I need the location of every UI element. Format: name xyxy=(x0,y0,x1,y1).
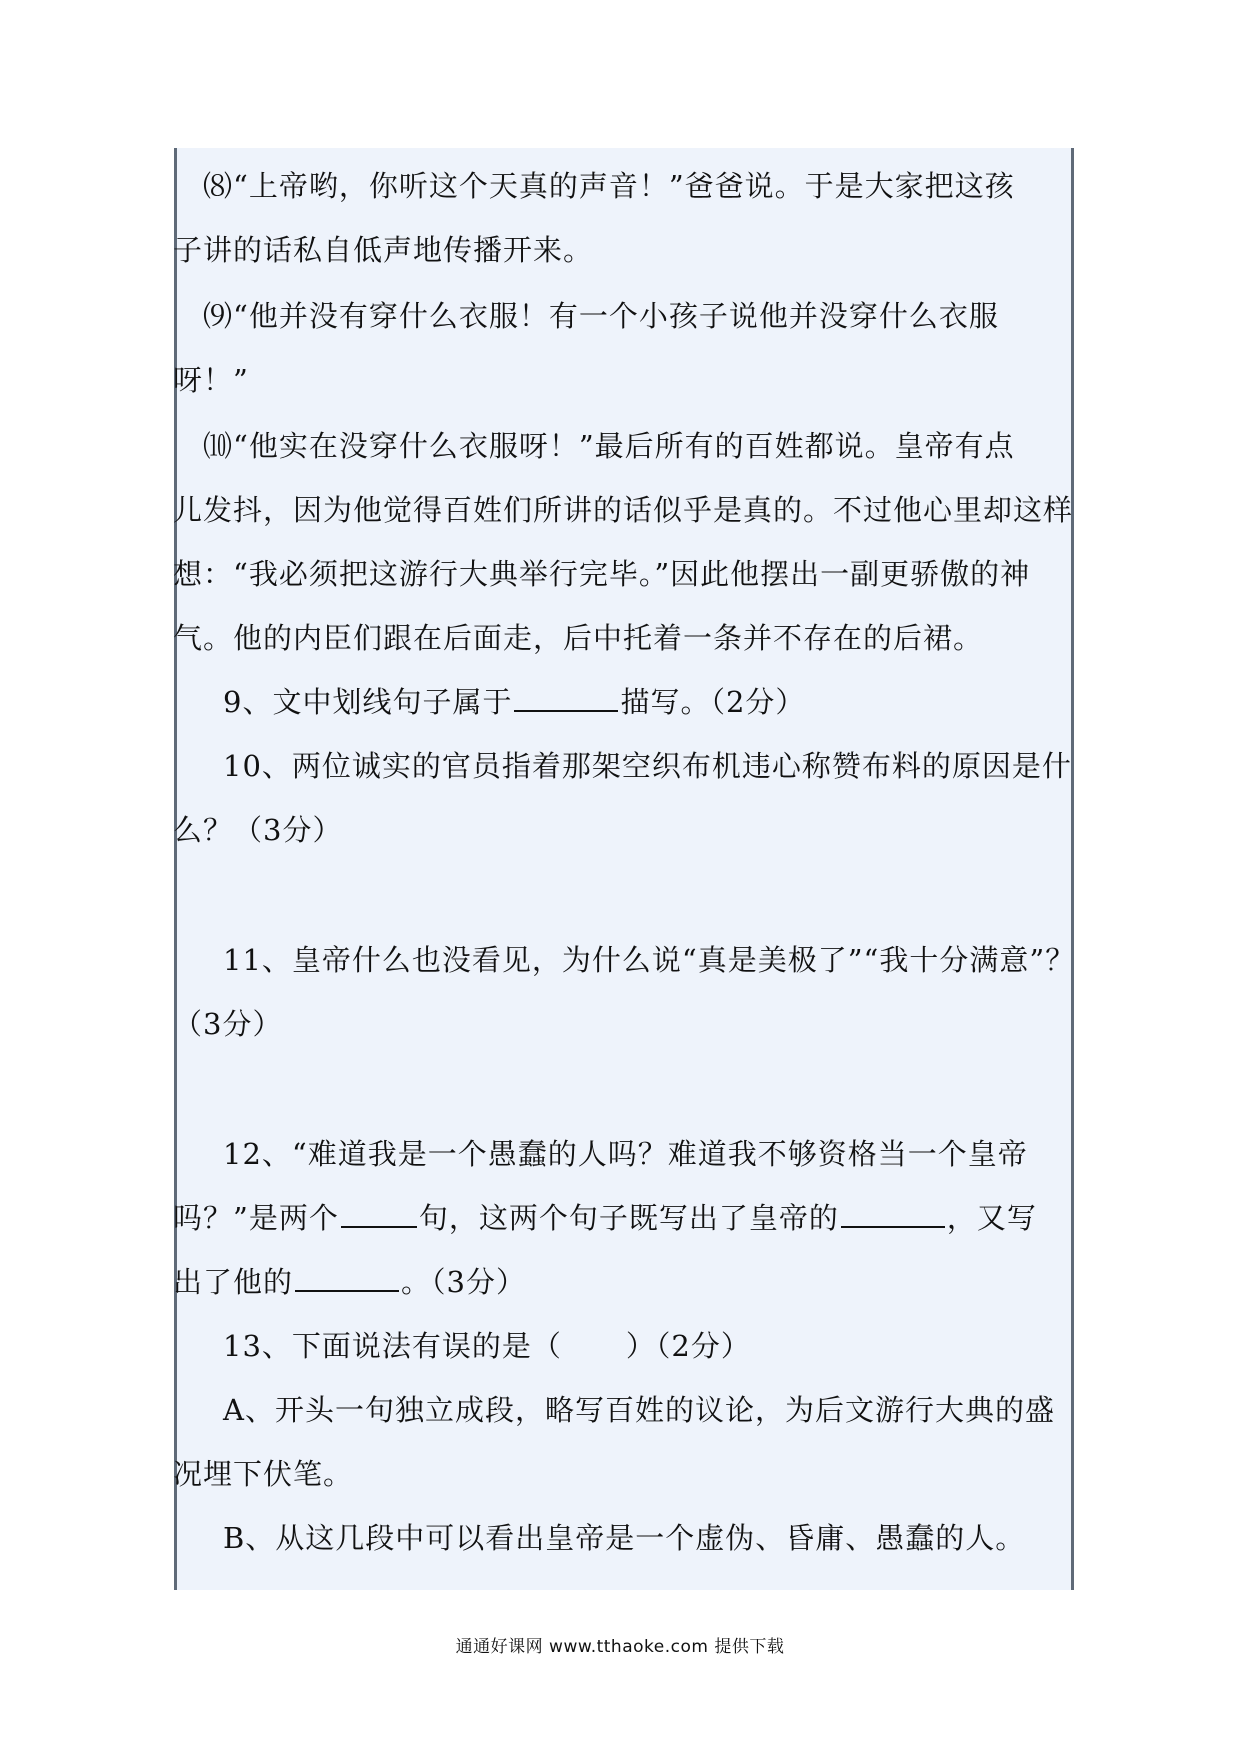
passage-p10-line1: ⑽“他实在没穿什么衣服呀！”最后所有的百姓都说。皇帝有点 xyxy=(203,429,1015,463)
question-13 xyxy=(223,1326,751,1366)
question-12-text-line3: 出了他的 xyxy=(173,1265,294,1299)
question-12-text-mid: 句，这两个句子既写出了皇帝的 xyxy=(418,1201,839,1235)
question-9 xyxy=(223,682,805,722)
question-12-text-line3-end: 。（3分） xyxy=(401,1265,526,1299)
content-panel xyxy=(174,148,1074,1590)
question-9-text-end: 描写。（2分） xyxy=(620,685,806,719)
passage-p8-line1: ⑻“上帝哟，你听这个天真的声音！”爸爸说。于是大家把这孩 xyxy=(203,169,1015,203)
question-13-text-end: ）（2分） xyxy=(625,1329,751,1363)
passage-p8-line2: 子讲的话私自低声地传播开来。 xyxy=(173,233,594,267)
answer-blank[interactable] xyxy=(341,1198,417,1228)
option-a-line1: A、开头一句独立成段，略写百姓的议论，为后文游行大典的盛 xyxy=(223,1393,1055,1427)
passage-p10-line2: 儿发抖，因为他觉得百姓们所讲的话似乎是真的。不过他心里却这样 xyxy=(173,493,1074,527)
question-12-line2 xyxy=(173,1198,1037,1238)
question-12-line3 xyxy=(173,1262,526,1302)
question-9-text: 9、文中划线句子属于 xyxy=(223,685,513,719)
option-a-line2: 况埋下伏笔。 xyxy=(173,1457,354,1491)
question-12-line1: 12、“难道我是一个愚蠢的人吗？难道我不够资格当一个皇帝 xyxy=(223,1137,1028,1171)
passage-p9-line2: 呀！” xyxy=(173,363,249,397)
answer-blank[interactable] xyxy=(295,1262,399,1292)
question-13-text: 13、下面说法有误的是（ xyxy=(223,1329,562,1363)
question-12-text: 吗？”是两个 xyxy=(173,1201,339,1235)
passage-p10-line3: 想：“我必须把这游行大典举行完毕。”因此他摆出一副更骄傲的神 xyxy=(173,557,1031,591)
question-11-line1: 11、皇帝什么也没看见，为什么说“真是美极了”“我十分满意”？ xyxy=(223,943,1076,977)
answer-blank[interactable] xyxy=(514,682,618,712)
passage-p9-line1: ⑼“他并没有穿什么衣服！有一个小孩子说他并没穿什么衣服 xyxy=(203,299,999,333)
page-footer: 通通好课网 www.tthaoke.com 提供下载 xyxy=(455,1637,785,1657)
answer-blank[interactable] xyxy=(841,1198,945,1228)
question-11-line2: （3分） xyxy=(173,1007,283,1041)
passage-p10-line4: 气。他的内臣们跟在后面走，后中托着一条并不存在的后裙。 xyxy=(173,621,984,655)
question-10-line1: 10、两位诚实的官员指着那架空织布机违心称赞布料的原因是什 xyxy=(223,749,1072,783)
question-10-line2: 么？（3分） xyxy=(173,813,343,847)
question-12-text-end: ，又写 xyxy=(946,1201,1037,1235)
option-b-line1: B、从这几段中可以看出皇帝是一个虚伪、昏庸、愚蠢的人。 xyxy=(223,1521,1026,1555)
